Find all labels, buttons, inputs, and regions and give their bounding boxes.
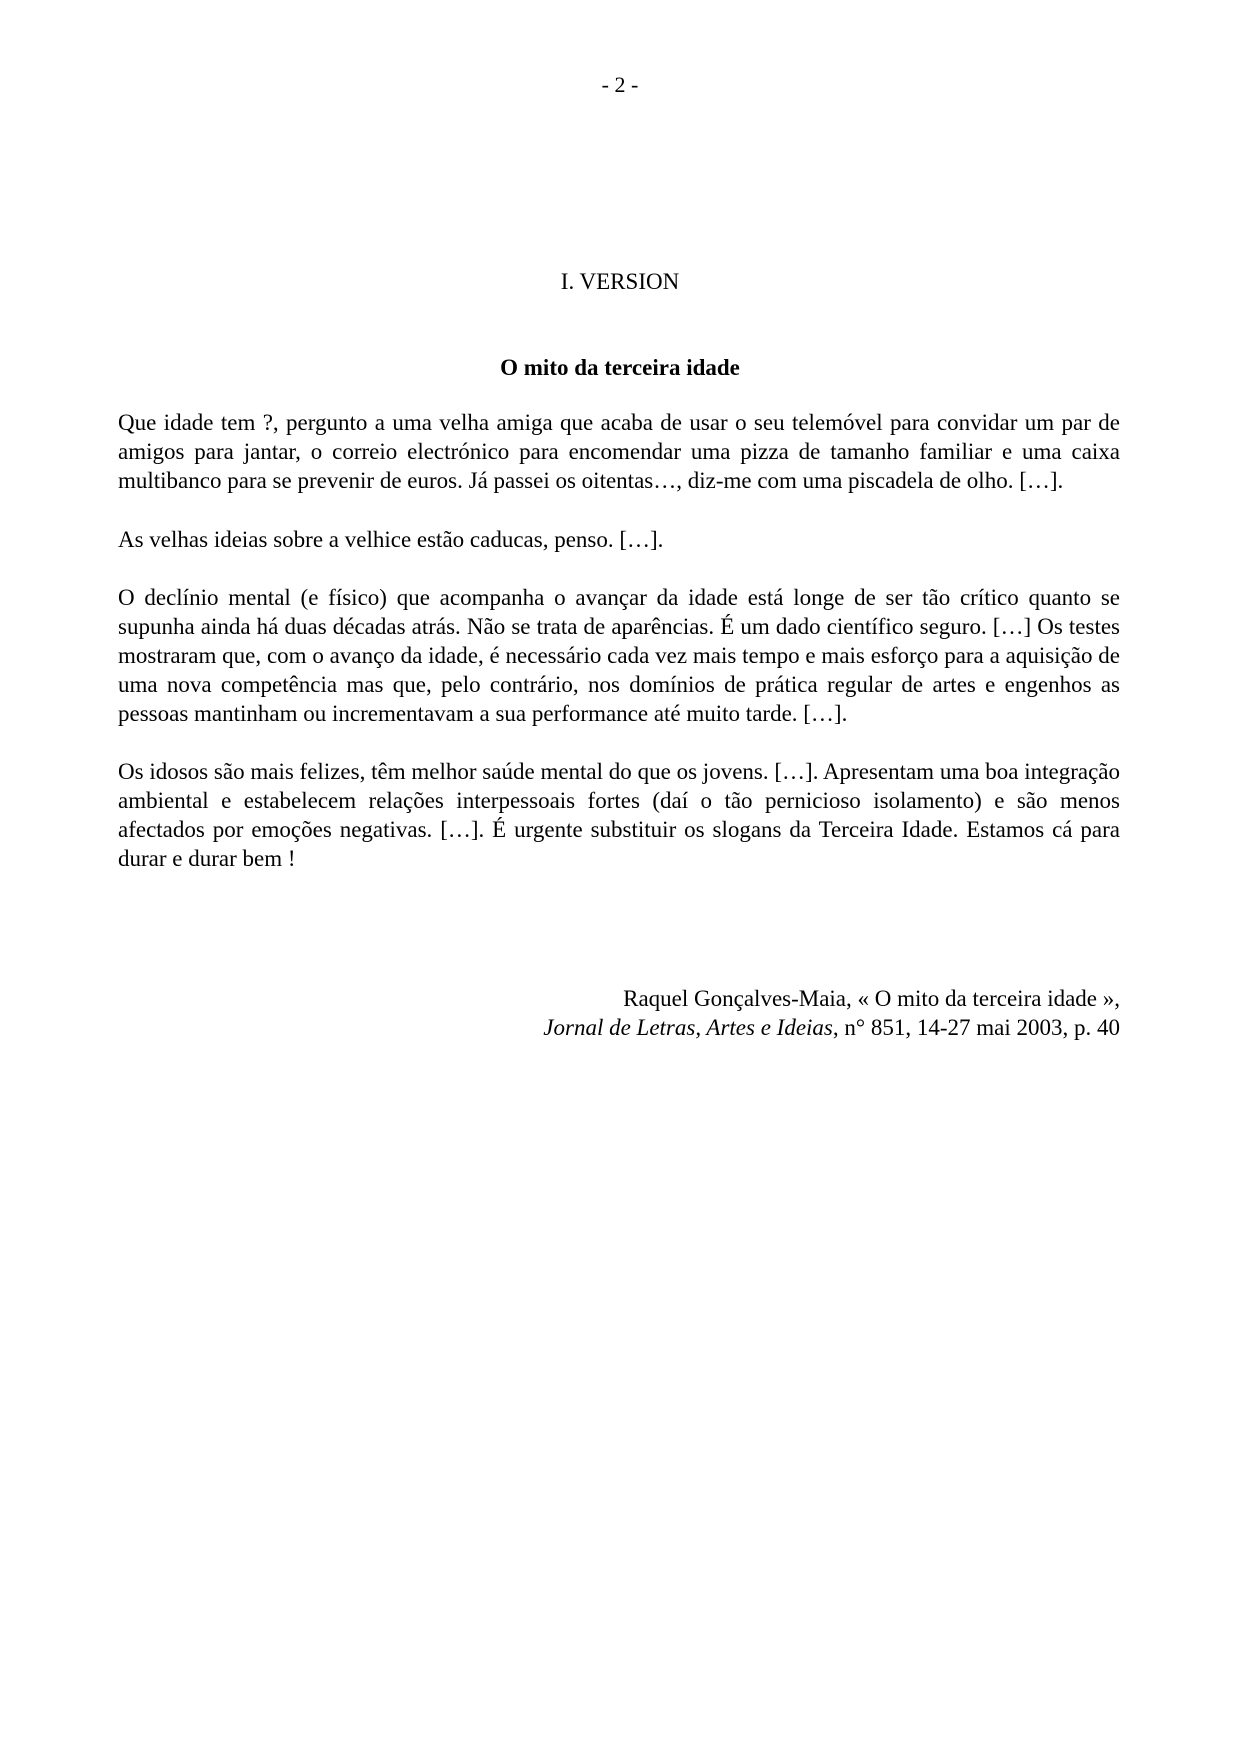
citation-issue-details: , n° 851, 14-27 mai 2003, p. 40 <box>832 1015 1120 1040</box>
paragraph-2: As velhas ideias sobre a velhice estão caducas, penso. […]. <box>118 527 664 552</box>
paragraph-1: Que idade tem ?, pergunto a uma velha amiga que acaba de usar o seu telemóvel para convidar um par de amigos para jantar, o correio electrónico para encomendar uma pizza de tamanho familiar e uma caixa multibanco para se prevenir de euros. Já passei os oitentas…, diz-me com uma piscadela de olho. […]. <box>118 410 1120 493</box>
section-heading: I. VERSION <box>560 269 680 294</box>
article-title: O mito da terceira idade <box>500 355 740 380</box>
citation-journal-name: Jornal de Letras, Artes e Ideias <box>543 1015 833 1040</box>
citation-author-title: Raquel Gonçalves-Maia, « O mito da terceira idade », <box>623 986 1120 1011</box>
page-number: - 2 - <box>601 72 639 97</box>
paragraph-3: O declínio mental (e físico) que acompanha o avançar da idade está longe de ser tão crítico quanto se supunha ainda há duas décadas atrás. Não se trata de aparências. É um dado científico seguro. […] Os testes mostraram que, com o avanço da idade, é necessário cada vez mais tempo e mais esforço para a aquisição de uma nova competência mas que, pelo contrário, nos domínios de prática regular de artes e engenhos as pessoas mantinham ou incrementavam a sua performance até muito tarde. […]. <box>118 585 1120 726</box>
citation-publication <box>543 1013 1120 1042</box>
paragraph-4: Os idosos são mais felizes, têm melhor saúde mental do que os jovens. […]. Apresentam uma boa integração ambiental e estabelecem relações interpessoais fortes (daí o tão pernicioso isolamento) e são menos afectados por emoções negativas. […]. É urgente substituir os slogans da Terceira Idade. Estamos cá para durar e durar bem ! <box>118 759 1120 871</box>
article-body <box>118 408 1120 902</box>
source-citation <box>543 984 1120 1042</box>
